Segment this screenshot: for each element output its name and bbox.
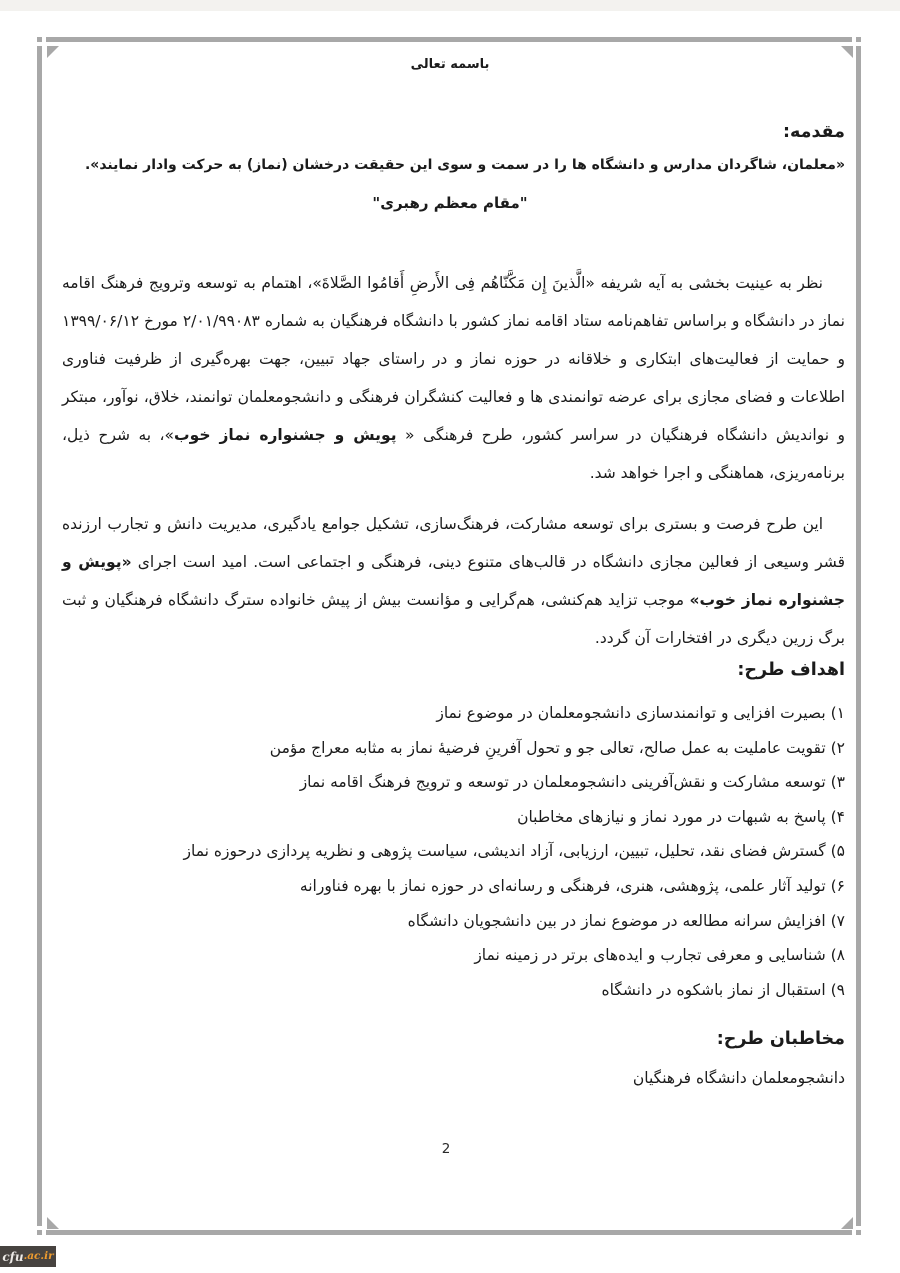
intro-paragraph-2 [62,505,845,657]
goal-item-9: ۹) استقبال از نماز باشکوه در دانشگاه [601,980,845,999]
scan-top-strip [0,0,900,11]
para1-text-after: »، به شرح ذیل، برنامه‌ریزی، هماهنگی و اجرا خواهد شد. [62,425,845,482]
goal-item-2: ۲) تقویت عاملیت به عمل صالح، تعالی جو و تحول آفرینِ فرضیۀ نماز به مثابه معراج مؤمن [269,738,845,757]
intro-paragraph-1 [62,264,845,492]
goal-item-6: ۶) تولید آثار علمی، پژوهشی، هنری، فرهنگی و رسانه‌ای در حوزه نماز با بهره فناورانه [299,876,845,895]
besmele-header: باسمه تعالی [410,57,490,72]
goal-item-3: ۳) توسعه مشارکت و نقش‌آفرینی دانشجومعلمان در توسعه و ترویج فرهنگ اقامه نماز [299,773,845,792]
audience-text: دانشجومعلمان دانشگاه فرهنگیان [632,1069,845,1087]
para2-text-before: این طرح فرصت و بستری برای توسعه مشارکت، فرهنگ‌سازی، تشکیل جوامع یادگیری، مدیریت دانش و تجارب ارزنده قشر وسیعی از فعالین مجازی دانشگاه در قالب‌های متنوع دینی، فرهنگی و اجتماعی است. امید است اجرای [62,514,846,571]
page-border-right [856,46,861,1226]
border-corner-square-top-right [856,37,861,42]
border-corner-triangle-bottom-right [841,1217,853,1229]
goal-item-1: ۱) بصیرت افزایی و توانمندسازی دانشجومعلمان در موضوع نماز [436,704,845,722]
watermark-domain: .ac.ir [23,1250,54,1263]
page-border-top [46,37,852,42]
goal-item-8: ۸) شناسایی و معرفی تجارب و ایده‌های برتر در زمینه نماز [474,946,845,965]
goal-item-7: ۷) افزایش سرانه مطالعه در موضوع نماز در بین دانشجویان دانشگاه [407,911,845,930]
goals-heading: اهداف طرح: [737,660,845,680]
page-number: 2 [441,1141,451,1157]
border-corner-square-bottom-left [37,1230,42,1235]
para1-text-before: نظر به عینیت بخشی به آیه شریفه «الَّذینَ إِن مَکَّنّاهُم فِی الأَرضِ أَقامُوا الصَّلاةَ»، اهتمام به توسعه وترویج فرهنگ اقامه نماز در دانشگاه و براساس تفاهم‌نامه ستاد اقامه نماز کشور با دانشگاه فرهنگیان به شماره ۲/۰۱/۹۹۰۸۳ مورخ ۱۳۹۹/۰۶/۱۲ و حمایت از فعالیت‌های ابتکاری و خلاقانه در حوزه نماز و در راستای جهاد تبیین، جهت بهره‌گیری از ظرفیت فناوری اطلاعات و فضای مجازی برای عرضه توانمندی ها و فعالیت کنشگران فرهنگی و دانشجومعلمان توانمند، خلاق، نوآور، مبتکر و نواندیش دانشگاه فرهنگیان در سراسر کشور، طرح فرهنگی « [62,273,846,444]
quote-attribution: "مقام معظم رهبری" [372,194,528,212]
border-corner-square-bottom-right [856,1230,861,1235]
page-border-left [37,46,42,1226]
border-corner-square-top-left [37,37,42,42]
campaign-title-bold-1: پویش و جشنواره نماز خوب [174,425,397,444]
campaign-title-bold-2: «پویش و جشنواره نماز خوب» [62,552,845,609]
leader-quote: «معلمان، شاگردان مدارس و دانشگاه ها را در سمت و سوی این حقیقت درخشان (نماز) به حرکت وادار نمایند». [84,157,845,173]
para2-text-after: موجب تزاید هم‌کنشی، هم‌گرایی و مؤانست بیش از پیش خانواده سترگ دانشگاه فرهنگیان و ثبت برگ زرین دیگری در افتخارات آن گردد. [62,590,845,647]
page-border-bottom [46,1230,852,1235]
goal-item-4: ۴) پاسخ به شبهات در مورد نماز و نیازهای مخاطبان [517,807,845,826]
intro-heading: مقدمه: [783,122,845,142]
goal-item-5: ۵) گسترش فضای نقد، تحلیل، تبیین، ارزیابی، آزاد اندیشی، سیاست پژوهی و نظریه پردازی درحوزه نماز [183,842,845,861]
watermark-brand: cfu [2,1249,24,1264]
site-watermark [0,1246,56,1267]
audience-heading: مخاطبان طرح: [716,1029,845,1049]
border-corner-triangle-bottom-left [47,1217,59,1229]
goals-list [62,696,845,1007]
